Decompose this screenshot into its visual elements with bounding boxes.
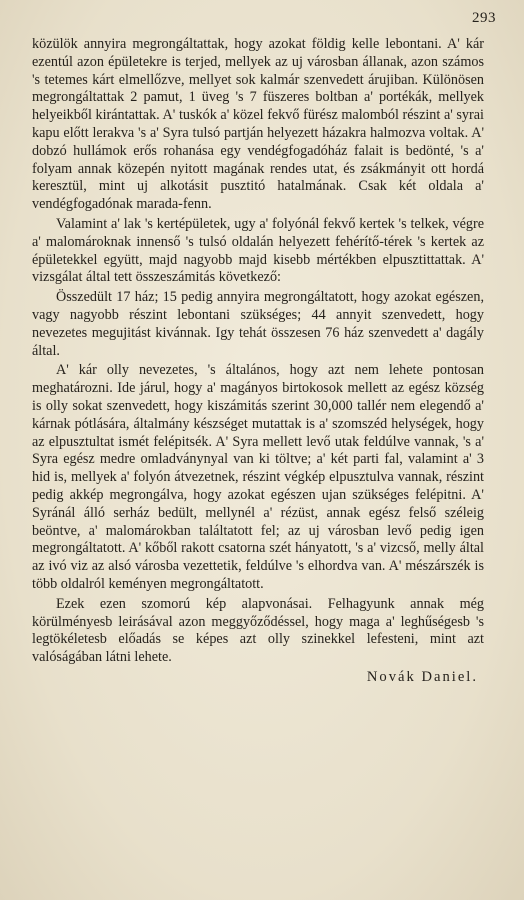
body-text <box>32 36 484 687</box>
paragraph-buildings: Valamint a' lak 's kertépületek, ugy a' folyónál fekvő kertek 's telkek, végre a' malomároknak innenső 's tulsó oldalán helyezett fehérítő-térek 's kertek az épületekkel együtt, majd nagyobb majd kisebb mértékben elpusztittattak. A' vizsgálat által tett összeszámitás következő: <box>32 215 484 286</box>
paragraph-summary-count: Összedült 17 ház; 15 pedig annyira megrongáltatott, hogy azokat egészen, vagy nagyobb részint lebontani szükséges; 44 annyit szenvedett, hogy nevezetes megujitást kivánnak. Igy tehát összesen 76 ház szenvedett a' dagály által. <box>32 289 484 359</box>
page-number: 293 <box>472 10 496 26</box>
paragraph-closing: Ezek ezen szomorú kép alapvonásai. Felhagyunk annak még körülményesb leirásával azon meggyőződéssel, hogy maga a' legh​űségesb 's legtökéletesb előadás se képes azt olly szinekkel lefesteni, mint azt valóságában látni lehete. <box>32 595 484 666</box>
paragraph-damage: A' kár olly nevezetes, 's általános, hogy azt nem lehete pontosan meghatározni. Ide járul, hogy a' magányos birtokosok mellett az egész község is olly sokat szenvedett, hogy kiszámitás szerint 30,000 tallér nem elegendő a' kárnak pótlására, általmány készséget mutattak is a' szomszéd helységek, hogy az elpusztultat ismét felépitsék. A' Syra mellett levő utak feldúlve vannak, 's a' Syra egész medre omladványnyal van ki töltve; a' két parti fal, valamint a' 3 hid is, mellyek a' folyón átvezetnek, részint végkép elpusztulva vannak, részint pedig akkép megrongálva, hogy azokat egészen ujan szükséges felépitni. A' Syránál álló serház bedült, mellynél a' rézüst, annak egész felső széleig beöntve, a' malomárokban találtatott fel; az uj városban levő pedig igen megrongáltatott. A' kőből rakott csatorna szét hányatott, 's a' vizcső, melly által az ivó viz az alsó városba vezettetik, feldúlve 's elhordva van. A' mészárszék is több oldalról keményen megrongáltatott. <box>32 362 484 592</box>
paragraph-continuation: közülök annyira megrongáltattak, hogy azokat földig kelle lebontani. A' kár ezentúl azon épületekre is terjed, mellyek az uj városban állanak, azon számos 's tetemes kárt elmellőzve, mellyet sok kalmár szenvedett árujiban. Különösen megrongáltattak 2 pamut, 1 üveg 's 7 füszeres boltban a' portékák, mellyek helyeikből kirántattak. A' tuskók a' közel fekvő fürész malomból részint a' syrai kapu előtt lerakva 's a' Syra tulsó partján helyezett házakra halmozva voltak. A' dobzó hullámok erős rohanása egy vendégfogadóház falait is bedönté, 's a' folyam annak közepén nyitott magának rendes utat, és zsákmányit ott hordá keresztül, mint uj alkotásit pusztitó hatalmának. Csak két oldala a' vendégfogadónak marada-fenn. <box>32 36 484 213</box>
author-signature: Novák Daniel. <box>366 668 478 685</box>
